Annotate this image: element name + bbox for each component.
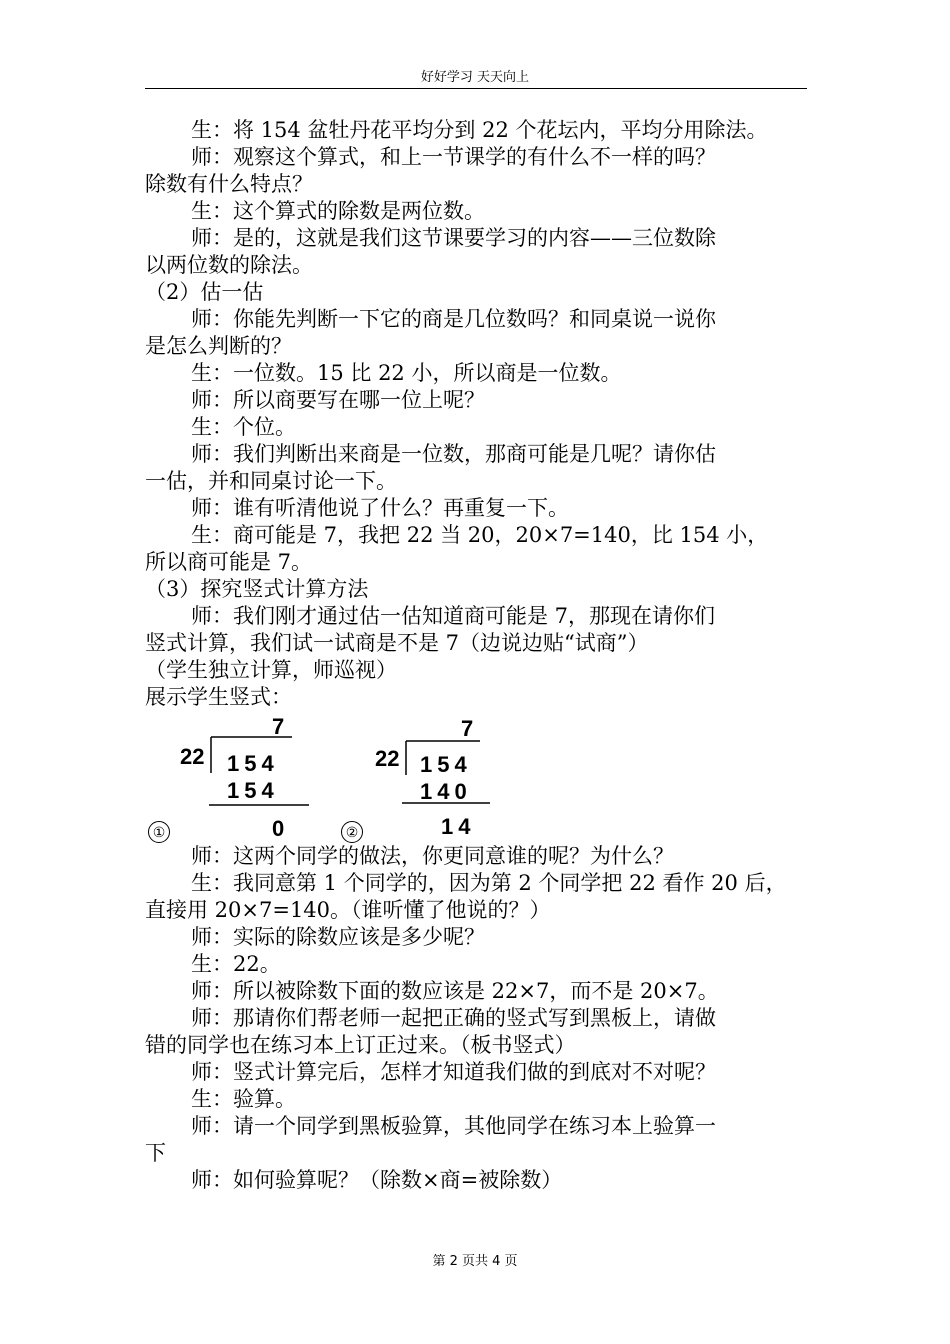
paragraph-line: 师：是的，这就是我们这节课要学习的内容——三位数除 <box>191 226 716 250</box>
paragraph-line: 生：我同意第 1 个同学的，因为第 2 个同学把 22 看作 20 后， <box>191 871 787 895</box>
paragraph-line: 生：这个算式的除数是两位数。 <box>191 199 485 223</box>
paragraph-line: 竖式计算，我们试一试商是不是 7（边说边贴“试商”） <box>145 631 649 655</box>
paragraph-line: （学生独立计算，师巡视） <box>145 658 397 682</box>
paragraph-line: 所以商可能是 7。 <box>145 550 313 574</box>
paragraph-line: 生：一位数。15 比 22 小，所以商是一位数。 <box>191 361 622 385</box>
division-bracket <box>145 711 345 843</box>
document-body <box>145 117 825 1194</box>
paragraphs-top <box>145 117 825 711</box>
paragraph-line: 错的同学也在练习本上订正过来。（板书竖式） <box>145 1033 576 1057</box>
paragraph-line: 生：将 154 盆牡丹花平均分到 22 个花坛内，平均分用除法。 <box>191 118 768 142</box>
paragraph-line: 师：谁有听清他说了什么？再重复一下。 <box>191 496 569 520</box>
quotient: 7 <box>272 714 285 739</box>
paragraph-line: 师：请一个同学到黑板验算，其他同学在练习本上验算一 <box>191 1114 716 1138</box>
paragraph-line: 以两位数的除法。 <box>145 253 313 277</box>
paragraph-line: 生：22。 <box>191 952 281 976</box>
long-division-examples <box>145 711 825 843</box>
paragraphs-bottom <box>145 843 825 1194</box>
paragraph-line: 师：如何验算呢？（除数×商=被除数） <box>191 1168 563 1192</box>
paragraph-line: 生：个位。 <box>191 415 296 439</box>
page-footer: 第 2 页共 4 页 <box>432 1254 518 1269</box>
paragraph-line: 生：商可能是 7，我把 22 当 20，20×7=140，比 154 小， <box>191 523 769 547</box>
paragraph-line: 师：我们刚才通过估一估知道商可能是 7，那现在请你们 <box>191 604 716 628</box>
divisor: 22 <box>375 746 400 771</box>
paragraph-line: 师：你能先判断一下它的商是几位数吗？和同桌说一说你 <box>191 307 716 331</box>
paragraph-line: （2）估一估 <box>145 280 264 304</box>
quotient: 7 <box>461 716 474 741</box>
dividend: 154 <box>420 752 472 777</box>
paragraph-line: 生：验算。 <box>191 1087 296 1111</box>
divisor: 22 <box>180 744 205 769</box>
paragraph-line: 师：竖式计算完后，怎样才知道我们做的到底对不对呢？ <box>191 1060 716 1084</box>
remainder: 14 <box>441 814 476 839</box>
paragraph-line: 下 <box>145 1141 166 1165</box>
dividend: 154 <box>227 751 279 776</box>
paragraph-line: 师：我们判断出来商是一位数，那商可能是几呢？请你估 <box>191 442 716 466</box>
paragraph-line: 师：实际的除数应该是多少呢？ <box>191 925 485 949</box>
paragraph-line: 一估，并和同桌讨论一下。 <box>145 469 397 493</box>
product: 140 <box>420 779 472 804</box>
header-rule <box>145 88 807 89</box>
circled-label: ① <box>148 821 170 843</box>
paragraph-line: 师：所以商要写在哪一位上呢？ <box>191 388 485 412</box>
paragraph-line: 是怎么判断的？ <box>145 334 292 358</box>
paragraph-line: 师：这两个同学的做法，你更同意谁的呢？为什么？ <box>191 844 674 868</box>
paragraph-line: （3）探究竖式计算方法 <box>145 577 369 601</box>
paragraph-line: 师：那请你们帮老师一起把正确的竖式写到黑板上，请做 <box>191 1006 716 1030</box>
remainder: 0 <box>272 816 285 841</box>
paragraph-line: 师：所以被除数下面的数应该是 22×7，而不是 20×7。 <box>191 979 719 1003</box>
product: 154 <box>227 778 279 803</box>
paragraph-line: 展示学生竖式： <box>145 685 292 709</box>
page-header: 好好学习 天天向上 <box>420 70 530 85</box>
circled-label: ② <box>341 821 363 843</box>
paragraph-line: 除数有什么特点？ <box>145 172 313 196</box>
paragraph-line: 师：观察这个算式，和上一节课学的有什么不一样的吗？ <box>191 145 716 169</box>
paragraph-line: 直接用 20×7=140。（谁听懂了他说的？） <box>145 898 551 922</box>
